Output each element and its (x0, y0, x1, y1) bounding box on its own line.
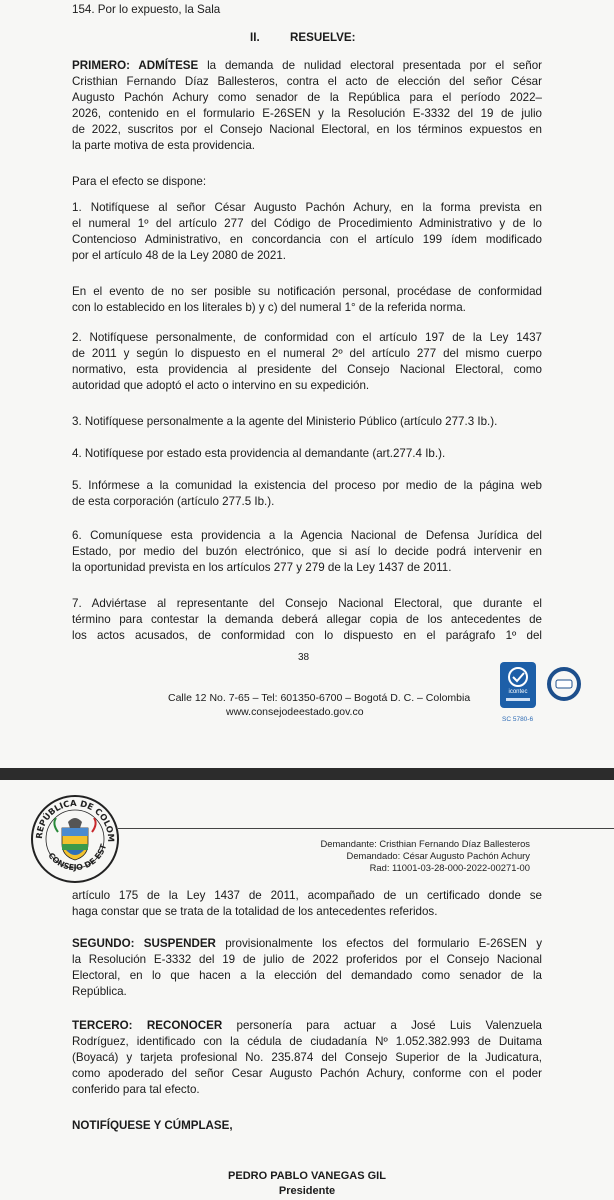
text-line: 6. Comuníquese esta providencia a la Agencia Nacional de Defensa Jurídica del (72, 529, 542, 542)
text-line: (Boyacá) y tarjeta profesional No. 235.874 del Consejo Superior de la Judicatura, (72, 1051, 542, 1064)
icontec-label: icontec (508, 689, 528, 695)
text-line: En el evento de no ser posible su notificación personal, procédase de conformidad (72, 285, 542, 298)
text-line: Rodríguez, identificado con la cédula de ciudadanía Nº 1.052.382.993 de Duitama (72, 1035, 542, 1048)
coat-of-arms-icon (30, 794, 120, 884)
text-line: 1. Notifíquese al señor César Augusto Pachón Achury, en la forma prevista en (72, 201, 542, 214)
text-line: Contencioso Administrativo, en concordancia con el artículo 199 ídem modificado (72, 233, 542, 246)
item-2 (72, 330, 542, 394)
text-line: 7. Adviértase al representante del Consejo Nacional Electoral, que durante el (72, 597, 542, 610)
para-efecto: Para el efecto se dispone: (72, 175, 207, 188)
evento-paragraph (72, 284, 542, 316)
text-line: de esta corporación (artículo 277.5 Ib.). (72, 495, 275, 508)
section-heading: RESUELVE: (290, 31, 356, 44)
text-line: 2026, contenido en el formulario E-26SEN y la Resolución E-3332 del 19 de julio (72, 107, 542, 120)
text-line: la parte motiva de esta providencia. (72, 139, 256, 152)
section-number: II. (250, 31, 260, 44)
text-line: TERCERO: RECONOCER personería para actuar a José Luis Valenzuela (72, 1019, 542, 1032)
footer-web: www.consejodeestado.gov.co (226, 706, 364, 718)
text-line: 5. Infórmese a la comunidad la existencia del proceso por medio de la página web (72, 479, 542, 492)
item-5 (72, 478, 542, 510)
intro-line: 154. Por lo expuesto, la Sala (72, 3, 221, 16)
text-line: con lo establecido en los literales b) y c) del numeral 1° de la referida norma. (72, 301, 466, 314)
tercero-paragraph (72, 1018, 542, 1098)
icontec-certification-logo (500, 662, 536, 708)
segundo-paragraph (72, 936, 542, 1000)
iqnet-ring-icon (546, 666, 582, 702)
seal-text-top: REPÚBLICA DE COLOM (34, 798, 116, 843)
text-line: la oportunidad prevista en los artículos 277 y 279 de la Ley 1437 de 2011. (72, 561, 452, 574)
document-page-39 (0, 780, 614, 1200)
item-1 (72, 200, 542, 264)
text-line: Estado, por medio del buzón electrónico, que si así lo decide podrá intervenir en (72, 545, 542, 558)
text-line: PRIMERO: ADMÍTESE la demanda de nulidad electoral presentada por el señor (72, 59, 543, 72)
text-line: SEGUNDO: SUSPENDER provisionalmente los efectos del formulario E-26SEN y (72, 937, 542, 950)
primero-paragraph (72, 58, 542, 154)
seal-text-bottom: CONSEJO DE EST (46, 843, 109, 873)
text-line: por el artículo 48 de la Ley 2080 de 2021. (72, 249, 286, 262)
item-6 (72, 528, 542, 576)
text-line: Augusto Pachón Achury como senador de la República para el período 2022– (72, 91, 542, 104)
tercero-label: TERCERO: RECONOCER (72, 1019, 223, 1032)
text-line: haga constar que se trata de la totalidad de los antecedentes referidos. (72, 905, 438, 918)
segundo-label: SEGUNDO: SUSPENDER (72, 937, 216, 950)
text-line: término para contestar la demanda deberá allegar copia de los antecedentes de (72, 613, 542, 626)
signer-name: PEDRO PABLO VANEGAS GIL (228, 1170, 386, 1182)
text-line: República. (72, 985, 127, 998)
cert-code: SC 5780-6 (502, 716, 534, 723)
continuation-paragraph (72, 888, 542, 920)
text-line: el numeral 1º del artículo 277 del Código de Procedimiento Administrativo y de lo (72, 217, 542, 230)
text-line: de 2011 y según lo dispuesto en el numeral 2º del artículo 277 del mismo cuerpo (72, 347, 542, 360)
text-line: la Resolución E-3332 del 19 de julio de 2022 proferidos por el Consejo Nacional (72, 953, 542, 966)
page-number: 38 (298, 652, 310, 663)
item-4: 4. Notifíquese por estado esta providencia al demandante (art.277.4 Ib.). (72, 447, 446, 460)
text-line: 2. Notifíquese personalmente, de conformidad con el artículo 197 de la Ley 1437 (72, 331, 542, 344)
iqnet-certification-logo (546, 666, 582, 702)
primero-label: PRIMERO: ADMÍTESE (72, 59, 199, 72)
footer-address: Calle 12 No. 7-65 – Tel: 601350-6700 – Bogotá D. C. – Colombia (168, 692, 471, 704)
icontec-mark-icon (500, 662, 536, 708)
text-line: artículo 175 de la Ley 1437 de 2011, acompañado de un certificado donde se (72, 889, 542, 902)
consejo-de-estado-seal (30, 794, 120, 884)
text-line: autoridad que adoptó el acto o intervino en su expedición. (72, 379, 370, 392)
text-line: Cristhian Fernando Díaz Ballesteros, contra el acto de elección del señor César (72, 75, 542, 88)
item-3: 3. Notifíquese personalmente a la agente del Ministerio Público (artículo 277.3 Ib.). (72, 415, 498, 428)
text-line: los actos acusados, de conformidad con lo dispuesto en el parágrafo 1º del (72, 629, 542, 642)
text-line: como apoderado del señor Cesar Augusto Pachón Achury, conforme con el poder (72, 1067, 542, 1080)
notifiquese-line: NOTIFÍQUESE Y CÚMPLASE, (72, 1119, 233, 1132)
text-line: Electoral, en lo que hacen a la elección del demandado como senador de la (72, 969, 542, 982)
header-rad: Rad: 11001-03-28-000-2022-00271-00 (369, 862, 530, 873)
header-divider (118, 828, 614, 829)
text-line: de 2022, suscritos por el Consejo Nacional Electoral, en los términos expuestos en (72, 123, 542, 136)
text-line: normativo, esta providencia al presidente del Consejo Nacional Electoral, como (72, 363, 542, 376)
header-demandado: Demandado: César Augusto Pachón Achury (346, 850, 530, 861)
text-line: conferido para tal efecto. (72, 1083, 200, 1096)
header-demandante: Demandante: Cristhian Fernando Díaz Ballesteros (320, 838, 530, 849)
item-7 (72, 596, 542, 644)
signer-role: Presidente (278, 1185, 336, 1197)
